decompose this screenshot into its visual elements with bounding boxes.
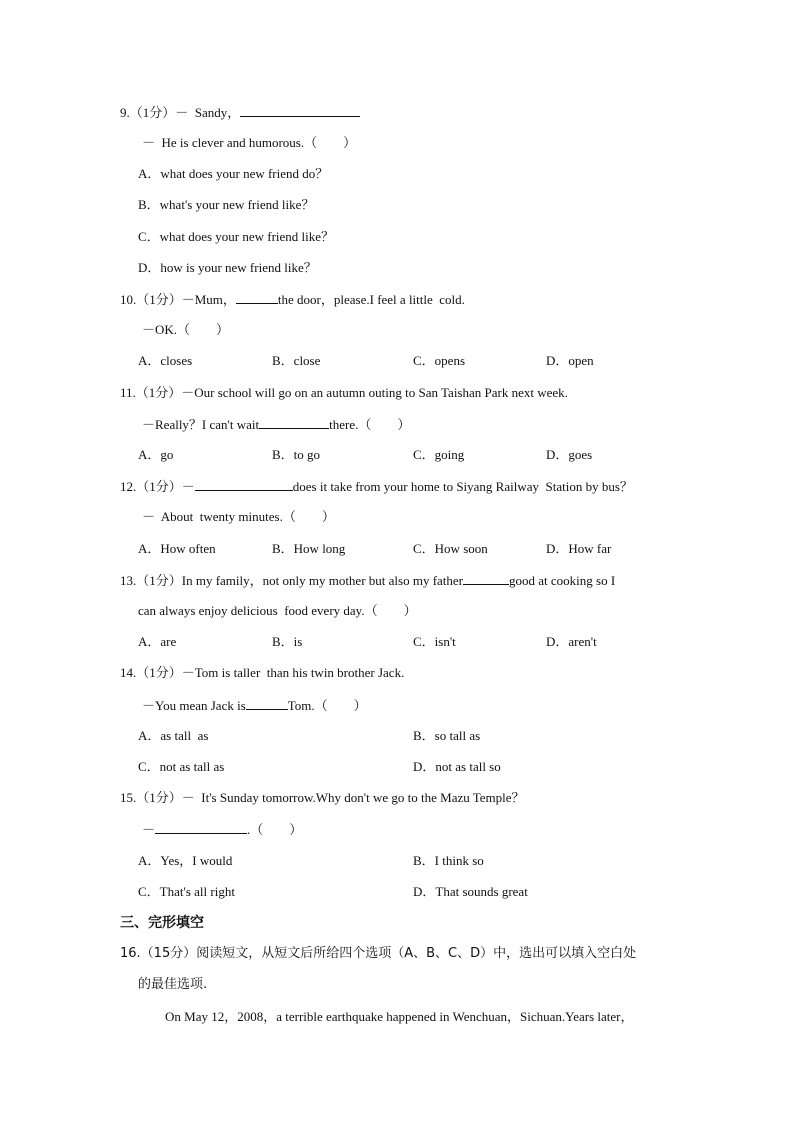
q16-instructions: 16.（15分）阅读短文，从短文后所给四个选项（A、B、C、D）中，选出可以填入空白处	[120, 946, 637, 961]
q12-option-a[interactable]: A．How often	[138, 541, 216, 556]
q13-option-d[interactable]: D．aren't	[546, 634, 597, 649]
q11-response	[142, 416, 410, 433]
q15-option-a[interactable]: A．Yes，I would	[138, 853, 233, 868]
q12-suffix: does it take from your home to Siyang Railway Station by bus？	[292, 479, 633, 494]
q15-response-prefix: －	[142, 822, 156, 837]
q15-response	[142, 821, 302, 838]
q14-option-b[interactable]: B．so tall as	[413, 728, 481, 743]
q13-stem-continued: can always enjoy delicious food every day.（ ）	[138, 603, 417, 618]
q14-blank	[246, 697, 288, 710]
q13-stem	[120, 572, 615, 589]
q9-option-a[interactable]: A．what does your new friend do？	[138, 166, 329, 181]
q13-blank	[463, 572, 509, 585]
q11-option-b[interactable]: B．to go	[272, 447, 321, 462]
q14-option-c[interactable]: C．not as tall as	[138, 759, 225, 774]
q12-stem	[120, 478, 633, 495]
q9-stem	[120, 104, 360, 121]
q15-option-c[interactable]: C．That's all right	[138, 884, 235, 899]
q13-option-c[interactable]: C．isn't	[413, 634, 456, 649]
q10-option-d[interactable]: D．open	[546, 353, 594, 368]
q15-option-b[interactable]: B．I think so	[413, 853, 484, 868]
q13-option-b[interactable]: B．is	[272, 634, 303, 649]
q9-response: － He is clever and humorous.（ ）	[142, 135, 357, 150]
q10-option-a[interactable]: A．closes	[138, 353, 193, 368]
q16-instructions-continued: 的最佳选项.	[138, 977, 208, 992]
q11-response-prefix: －Really？I can't wait	[142, 417, 260, 432]
q10-blank	[236, 291, 278, 304]
q14-response-prefix: －You mean Jack is	[142, 698, 246, 713]
q12-option-d[interactable]: D．How far	[546, 541, 612, 556]
section-heading-cloze: 三、完形填空	[120, 915, 204, 931]
q12-blank	[195, 478, 293, 491]
q15-stem: 15.（1分）－ It's Sunday tomorrow.Why don't we go to the Mazu Temple？	[120, 790, 525, 805]
q12-option-b[interactable]: B．How long	[272, 541, 346, 556]
q11-option-d[interactable]: D．goes	[546, 447, 593, 462]
q12-prefix: 12.（1分）－	[120, 479, 195, 494]
q9-option-c[interactable]: C．what does your new friend like？	[138, 229, 335, 244]
q13-suffix: good at cooking so I	[509, 573, 616, 588]
q10-suffix: the door，please.I feel a little cold.	[277, 292, 465, 307]
q14-response	[142, 697, 367, 714]
q9-option-b[interactable]: B．what's your new friend like？	[138, 197, 315, 212]
q14-response-suffix: Tom.（ ）	[287, 698, 367, 713]
q9-prefix: 9.（1分）－ Sandy，	[120, 105, 241, 120]
q11-option-c[interactable]: C．going	[413, 447, 465, 462]
q9-option-d[interactable]: D．how is your new friend like？	[138, 260, 317, 275]
q10-option-b[interactable]: B．close	[272, 353, 321, 368]
q10-stem	[120, 291, 465, 308]
q14-stem: 14.（1分）－Tom is taller than his twin brother Jack.	[120, 665, 405, 680]
q11-response-suffix: there.（ ）	[329, 417, 411, 432]
q15-blank	[155, 821, 247, 834]
q9-blank	[240, 104, 360, 117]
q10-prefix: 10.（1分）－Mum，	[120, 292, 236, 307]
q12-option-c[interactable]: C．How soon	[413, 541, 488, 556]
q10-response: －OK.（ ）	[142, 322, 230, 337]
q15-response-suffix: .（ ）	[247, 822, 303, 837]
q16-passage-line: On May 12，2008，a terrible earthquake happened in Wenchuan，Sichuan.Years later，	[165, 1009, 634, 1024]
q14-option-a[interactable]: A．as tall as	[138, 728, 209, 743]
q14-option-d[interactable]: D．not as tall so	[413, 759, 501, 774]
q10-option-c[interactable]: C．opens	[413, 353, 466, 368]
q13-option-a[interactable]: A．are	[138, 634, 177, 649]
q15-option-d[interactable]: D．That sounds great	[413, 884, 528, 899]
q11-blank	[259, 416, 329, 429]
q11-stem: 11.（1分）－Our school will go on an autumn outing to San Taishan Park next week.	[120, 385, 568, 400]
q13-prefix: 13.（1分）In my family，not only my mother but also my father	[120, 573, 464, 588]
q11-option-a[interactable]: A．go	[138, 447, 174, 462]
q12-response: － About twenty minutes.（ ）	[142, 509, 335, 524]
